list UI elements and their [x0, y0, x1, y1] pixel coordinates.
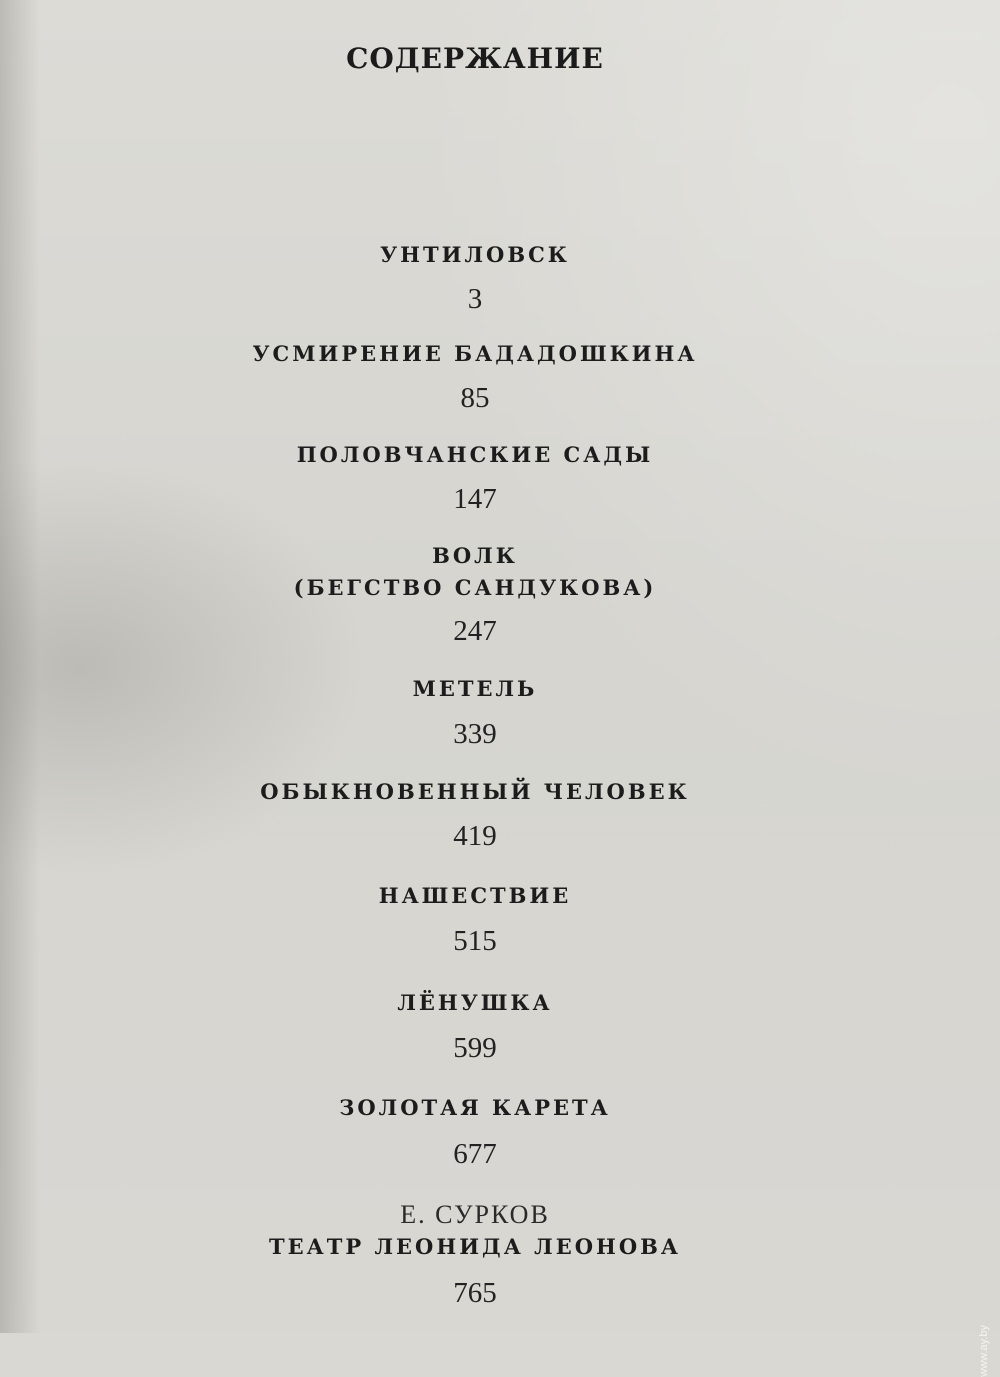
toc-entry-title: ПОЛОВЧАНСКИЕ САДЫ	[296, 442, 654, 467]
toc-entry-title: УСМИРЕНИЕ БАДАДОШКИНА	[252, 341, 698, 366]
toc-entry-page: 339	[453, 718, 497, 750]
toc-entry-title: ТЕАТР ЛЕОНИДА ЛЕОНОВА	[269, 1234, 681, 1259]
toc-entry-page: 3	[467, 283, 483, 315]
toc-entry-title: ОБЫКНОВЕННЫЙ ЧЕЛОВЕК	[260, 779, 690, 804]
toc-entry-page: 599	[453, 1032, 497, 1064]
toc-entry-title: ВОЛК	[432, 543, 518, 568]
toc-entry-title: МЕТЕЛЬ	[412, 676, 538, 701]
toc-entry-page: 765	[453, 1277, 497, 1309]
toc-entry-author: Е. СУРКОВ	[400, 1200, 550, 1229]
toc-entry-page: 247	[453, 615, 497, 647]
toc-entry-page: 419	[453, 820, 497, 852]
site-watermark: www.ay.by	[978, 1325, 990, 1377]
toc-entry-subtitle: (БЕГСТВО САНДУКОВА)	[293, 575, 657, 600]
toc-entry-page: 515	[453, 925, 497, 957]
contents-heading: СОДЕРЖАНИЕ	[346, 42, 604, 75]
page-shadow	[0, 0, 40, 1333]
toc-entry-title: ЗОЛОТАЯ КАРЕТА	[339, 1095, 611, 1120]
toc-entry-page: 147	[453, 483, 497, 515]
toc-entry-page: 85	[460, 382, 490, 414]
toc-entry-title: НАШЕСТВИЕ	[378, 883, 572, 908]
toc-entry-page: 677	[453, 1138, 497, 1170]
toc-entry-title: УНТИЛОВСК	[380, 242, 570, 267]
toc-entry-title: ЛЁНУШКА	[397, 990, 553, 1015]
